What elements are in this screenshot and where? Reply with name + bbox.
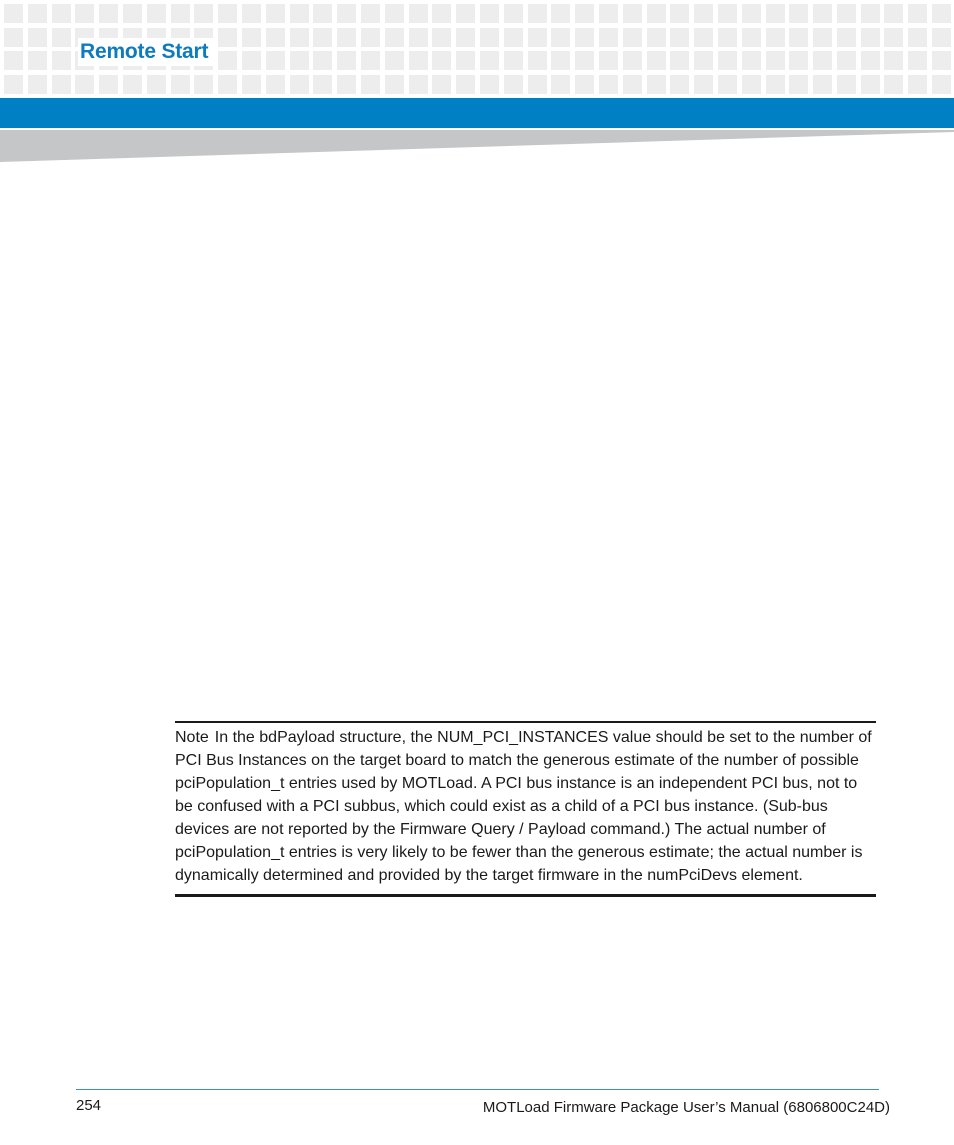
header-tile <box>409 75 428 94</box>
header-tile <box>218 75 237 94</box>
header-tile <box>361 4 380 23</box>
header-tile <box>575 51 594 70</box>
header-tile <box>337 75 356 94</box>
header-tile <box>575 28 594 47</box>
header-tile <box>575 75 594 94</box>
header-tile <box>456 28 475 47</box>
header-tile <box>242 51 261 70</box>
header-tile <box>718 51 737 70</box>
header-tile <box>694 28 713 47</box>
note-box <box>175 721 876 897</box>
header-tile <box>861 51 880 70</box>
header-tile <box>718 4 737 23</box>
header-tile <box>766 4 785 23</box>
header-tile <box>480 51 499 70</box>
header-tile <box>480 75 499 94</box>
header-tile <box>432 4 451 23</box>
header-tile <box>718 75 737 94</box>
header-tile <box>266 51 285 70</box>
header-tile <box>171 4 190 23</box>
header-tile <box>218 28 237 47</box>
header-tile <box>147 75 166 94</box>
header-tile <box>337 51 356 70</box>
note-label: Note <box>175 729 209 746</box>
header-tile <box>528 75 547 94</box>
header-tile <box>385 28 404 47</box>
header-tile <box>528 4 547 23</box>
header-tile <box>694 75 713 94</box>
header-tile <box>694 4 713 23</box>
footer-rule <box>76 1089 879 1090</box>
header-tile <box>337 4 356 23</box>
header-tile <box>718 28 737 47</box>
header-tile <box>290 51 309 70</box>
header-tile <box>813 75 832 94</box>
header-tile <box>4 28 23 47</box>
header-tile <box>670 75 689 94</box>
header-tile <box>337 28 356 47</box>
header-tile <box>456 4 475 23</box>
header-tile <box>623 75 642 94</box>
header-tile <box>789 75 808 94</box>
header-tile <box>789 4 808 23</box>
header-tile <box>28 75 47 94</box>
header-tile <box>908 51 927 70</box>
header-tile <box>932 28 951 47</box>
header-tile <box>623 51 642 70</box>
header-tile <box>456 51 475 70</box>
header-tile <box>313 51 332 70</box>
header-tile <box>504 75 523 94</box>
header-tile <box>551 51 570 70</box>
header-tile <box>908 4 927 23</box>
header-tile <box>4 75 23 94</box>
header-tile <box>99 75 118 94</box>
header-tile <box>99 4 118 23</box>
header-tile <box>837 4 856 23</box>
header-tile <box>432 51 451 70</box>
header-tile <box>123 4 142 23</box>
header-tile <box>52 75 71 94</box>
header-tile <box>813 28 832 47</box>
header-tile <box>932 75 951 94</box>
header-tile <box>290 75 309 94</box>
header-tile <box>908 28 927 47</box>
header-tile <box>647 51 666 70</box>
header-tile <box>884 75 903 94</box>
header-tile <box>266 75 285 94</box>
header-tile <box>432 28 451 47</box>
header-tile <box>409 28 428 47</box>
header-tile <box>52 4 71 23</box>
header-tile <box>647 28 666 47</box>
header-tile <box>551 28 570 47</box>
header-tile <box>528 28 547 47</box>
page-number: 254 <box>76 1097 102 1114</box>
header-tile <box>266 28 285 47</box>
section-title: Remote Start <box>78 38 214 66</box>
header-tile <box>647 75 666 94</box>
header-tile <box>551 75 570 94</box>
header-tile <box>194 75 213 94</box>
header-tile <box>290 4 309 23</box>
header-tile <box>313 28 332 47</box>
header-tile <box>551 4 570 23</box>
header-gray-wedge <box>0 130 954 164</box>
header-tile <box>504 4 523 23</box>
header-tile <box>218 4 237 23</box>
header-tile <box>742 75 761 94</box>
header-tile <box>742 28 761 47</box>
header-tile <box>599 4 618 23</box>
header-tile <box>385 51 404 70</box>
header-tile <box>266 4 285 23</box>
header-tile <box>861 4 880 23</box>
header-tile <box>4 51 23 70</box>
header-tile <box>861 28 880 47</box>
header-tile <box>242 75 261 94</box>
header-tile <box>670 51 689 70</box>
header-tile <box>480 28 499 47</box>
header-tile <box>52 51 71 70</box>
header-tile <box>4 4 23 23</box>
header-tile <box>242 28 261 47</box>
header-tile <box>28 51 47 70</box>
header-tile <box>242 4 261 23</box>
header-tile <box>742 51 761 70</box>
header-tile <box>409 4 428 23</box>
header-tile <box>861 75 880 94</box>
header-tile <box>884 28 903 47</box>
header-tile <box>171 75 190 94</box>
header-tile <box>813 4 832 23</box>
header-tile <box>670 4 689 23</box>
header-tile <box>52 28 71 47</box>
header-tile <box>789 51 808 70</box>
header-tile <box>837 28 856 47</box>
header-blue-band <box>0 98 954 128</box>
header-tile <box>361 28 380 47</box>
header-tile <box>789 28 808 47</box>
header-tile <box>313 75 332 94</box>
header-tile <box>28 28 47 47</box>
header-tile <box>194 4 213 23</box>
header-tile <box>766 75 785 94</box>
header-tile <box>813 51 832 70</box>
header-tile <box>290 28 309 47</box>
header-tile <box>623 28 642 47</box>
header-tile <box>766 28 785 47</box>
header-tile <box>623 4 642 23</box>
header-tile <box>75 4 94 23</box>
header-tile <box>28 4 47 23</box>
header-tile <box>385 4 404 23</box>
header-tile <box>361 51 380 70</box>
header-tile <box>456 75 475 94</box>
header-tile <box>884 51 903 70</box>
header-tile <box>218 51 237 70</box>
header-tile <box>837 75 856 94</box>
header-tile <box>385 75 404 94</box>
header-tile <box>123 75 142 94</box>
header-tile <box>432 75 451 94</box>
header-tile <box>504 51 523 70</box>
header-tile <box>575 4 594 23</box>
header-tile <box>528 51 547 70</box>
header-tile <box>766 51 785 70</box>
header-tile <box>480 4 499 23</box>
header-tile <box>599 75 618 94</box>
header-tile <box>599 28 618 47</box>
header-tile <box>361 75 380 94</box>
header-tile <box>504 28 523 47</box>
header-tile <box>932 51 951 70</box>
header-tile <box>147 4 166 23</box>
header-tile <box>908 75 927 94</box>
header-tile <box>409 51 428 70</box>
header-tile <box>670 28 689 47</box>
header-tile <box>75 75 94 94</box>
header-tile <box>932 4 951 23</box>
header-tile <box>599 51 618 70</box>
header-tile <box>837 51 856 70</box>
footer-document-title: MOTLoad Firmware Package User’s Manual (6806800C24D) <box>482 1099 890 1116</box>
header-tile <box>647 4 666 23</box>
header-tile <box>313 4 332 23</box>
header-tile <box>884 4 903 23</box>
header-tile <box>742 4 761 23</box>
header-tile <box>694 51 713 70</box>
note-text: In the bdPayload structure, the NUM_PCI_INSTANCES value should be set to the number of PCI Bus Instances on the target board to match the generous estimate of the number of possible pciPopulation_t entries used by MOTLoad. A PCI bus instance is an independent PCI bus, not to be confused with a PCI subbus, which could exist as a child of a PCI bus instance. (Sub-bus devices are not reported by the Firmware Query / Payload command.) The actual number of pciPopulation_t entries is very likely to be fewer than the generous estimate; the actual number is dynamically determined and provided by the target firmware in the numPciDevs element. <box>175 729 872 884</box>
